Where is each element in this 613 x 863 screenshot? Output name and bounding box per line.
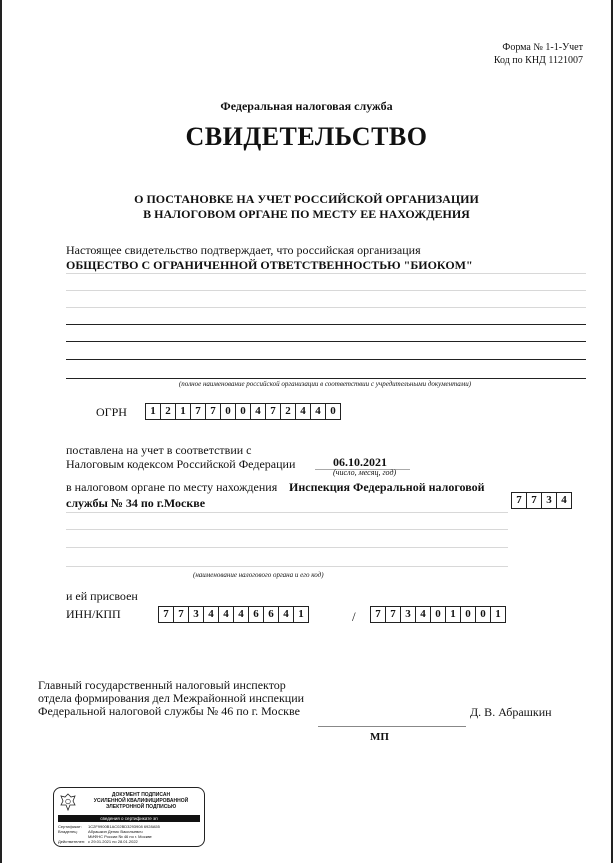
kpp-digit: 0 <box>460 606 475 623</box>
kpp-digit: 7 <box>385 606 400 623</box>
inn-digit: 7 <box>173 606 188 623</box>
organization-name: ОБЩЕСТВО С ОГРАНИЧЕННОЙ ОТВЕТСТВЕННОСТЬЮ "БИОКОМ" <box>66 258 473 272</box>
ogrn-digit: 7 <box>205 403 220 420</box>
tax-office-code-digit: 4 <box>556 492 572 509</box>
registration-line2: Налоговым кодексом Российской Федерации <box>66 457 296 471</box>
e-signature-value: МИФНС России № 46 по г. Москве <box>88 834 152 839</box>
registration-date: 06.10.2021 <box>333 455 387 469</box>
org-name-line <box>66 341 586 342</box>
subtitle-line2: В НАЛОГОВОМ ОРГАНЕ ПО МЕСТУ ЕЕ НАХОЖДЕНИЯ <box>143 207 470 221</box>
inn-digit: 6 <box>263 606 278 623</box>
tax-office-line <box>66 529 508 530</box>
tax-office-caption: (наименование налогового органа и его код) <box>193 571 324 579</box>
kpp-digit: 1 <box>490 606 506 623</box>
e-signature-header-line3: ЭЛЕКТРОННОЙ ПОДПИСЬЮ <box>105 804 177 810</box>
inn-kpp-separator: / <box>352 609 356 624</box>
seal-mark: МП <box>370 731 389 743</box>
org-name-caption: (полное наименование российской организации в соответствии с учредительными документами) <box>178 380 472 388</box>
tax-office-code-digit: 3 <box>541 492 556 509</box>
ogrn-digit: 2 <box>160 403 175 420</box>
e-signature-stamp <box>53 787 205 847</box>
signatory-position-line1: Главный государственный налоговый инспектор <box>38 678 286 692</box>
inn-digit: 7 <box>158 606 173 623</box>
e-signature-value: Абрашкин Денис Васильевич <box>88 829 143 834</box>
ogrn-digit: 0 <box>220 403 235 420</box>
kpp-digit: 3 <box>400 606 415 623</box>
tax-office-prefix: в налоговом органе по месту нахождения <box>66 480 278 494</box>
ogrn-digit: 0 <box>325 403 341 420</box>
e-signature-value: 1C2F9900B1AC02BD3293908 6928A55 <box>88 824 160 829</box>
authority-name: Федеральная налоговая служба <box>220 99 393 113</box>
inn-digit: 4 <box>218 606 233 623</box>
org-name-line <box>66 378 586 379</box>
ogrn-digit: 7 <box>265 403 280 420</box>
tax-office-code-digit: 7 <box>526 492 541 509</box>
subtitle-line1: О ПОСТАНОВКЕ НА УЧЕТ РОССИЙСКОЙ ОРГАНИЗАЦИИ <box>134 192 479 206</box>
kpp-boxes <box>370 606 506 623</box>
tax-office-line <box>66 566 508 567</box>
inn-kpp-label: ИНН/КПП <box>66 607 121 621</box>
org-name-line <box>66 273 586 274</box>
tax-office-code-boxes <box>511 492 572 509</box>
kpp-digit: 7 <box>370 606 385 623</box>
document-title: СВИДЕТЕЛЬСТВО <box>185 122 428 151</box>
ogrn-digit: 1 <box>175 403 190 420</box>
assigned-label: и ей присвоен <box>66 589 138 603</box>
signatory-position-line3: Федеральной налоговой службы № 46 по г. Москве <box>38 704 300 718</box>
inn-boxes <box>158 606 309 623</box>
kpp-digit: 0 <box>430 606 445 623</box>
e-signature-key: Владелец: <box>58 829 78 834</box>
date-caption: (число, месяц, год) <box>333 468 397 477</box>
tax-office-code-digit: 7 <box>511 492 526 509</box>
tax-office-name-part1: Инспекция Федеральной налоговой <box>289 480 485 494</box>
ogrn-digit: 1 <box>145 403 160 420</box>
e-signature-details <box>58 824 202 844</box>
ogrn-digit: 7 <box>190 403 205 420</box>
e-signature-header <box>80 792 202 810</box>
tax-office-line <box>66 547 508 548</box>
knd-code: Код по КНД 1121007 <box>493 55 583 66</box>
org-name-line <box>66 290 586 291</box>
ogrn-digit: 2 <box>280 403 295 420</box>
signatory-name: Д. В. Абрашкин <box>470 705 552 719</box>
tax-office-line <box>66 512 508 513</box>
ogrn-boxes <box>145 403 341 420</box>
ogrn-label: ОГРН <box>96 405 127 419</box>
signatory-position-line2: отдела формирования дел Межрайонной инспекции <box>38 691 305 705</box>
inn-digit: 6 <box>248 606 263 623</box>
e-signature-key: Действителен: <box>58 839 86 844</box>
e-signature-row <box>58 839 202 844</box>
inn-digit: 4 <box>233 606 248 623</box>
e-signature-header-line1: ДОКУМЕНТ ПОДПИСАН <box>111 792 171 798</box>
inn-digit: 1 <box>293 606 309 623</box>
ogrn-digit: 4 <box>250 403 265 420</box>
ogrn-digit: 4 <box>295 403 310 420</box>
registration-line1: поставлена на учет в соответствии с <box>66 443 252 457</box>
e-signature-value: с 29.01.2021 по 28.01.2022 <box>88 839 138 844</box>
e-signature-bar: сведения о сертификате эп <box>58 815 200 822</box>
kpp-digit: 4 <box>415 606 430 623</box>
e-signature-header-line2: УСИЛЕННОЙ КВАЛИФИЦИРОВАННОЙ <box>93 798 189 804</box>
form-number: Форма № 1-1-Учет <box>502 42 583 53</box>
inn-digit: 4 <box>203 606 218 623</box>
ogrn-digit: 0 <box>235 403 250 420</box>
org-name-line <box>66 359 586 360</box>
signature-line <box>318 726 466 727</box>
ogrn-digit: 4 <box>310 403 325 420</box>
coat-of-arms-icon <box>58 792 78 812</box>
inn-digit: 4 <box>278 606 293 623</box>
e-signature-key: Сертификат: <box>58 824 82 829</box>
org-name-line <box>66 324 586 325</box>
kpp-digit: 0 <box>475 606 490 623</box>
inn-digit: 3 <box>188 606 203 623</box>
intro-text: Настоящее свидетельство подтверждает, что российская организация <box>66 243 421 257</box>
kpp-digit: 1 <box>445 606 460 623</box>
tax-office-name-part2: службы № 34 по г.Москве <box>66 496 206 510</box>
org-name-line <box>66 307 586 308</box>
